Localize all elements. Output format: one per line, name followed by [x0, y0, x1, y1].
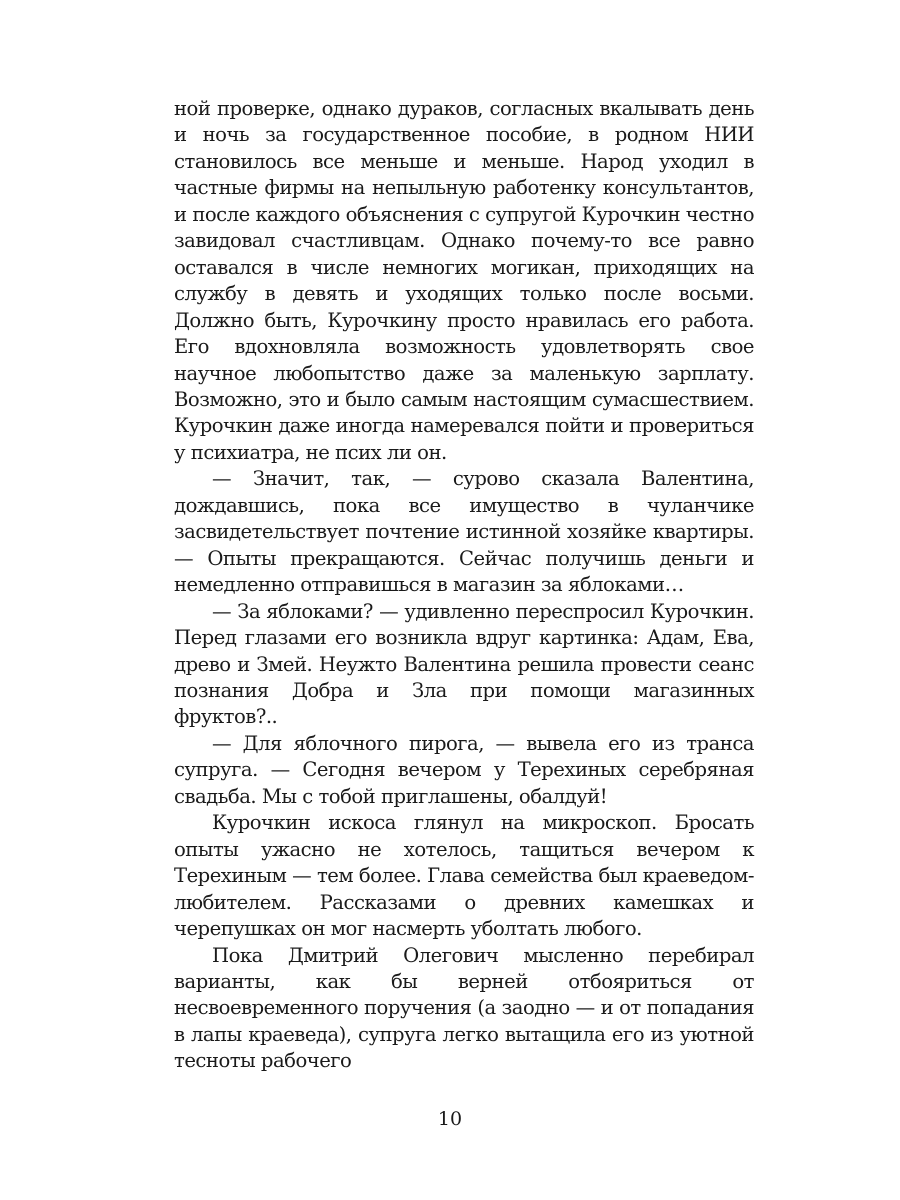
- paragraph-6: Пока Дмитрий Олегович мысленно перебирал варианты, как бы верней отбояриться от несвоевременного поручения (а заодно — и от попадания в лапы краеведа), супруга легко вытащила его из уютной тесноты рабочего: [174, 943, 754, 1073]
- paragraph-4: — Для яблочного пирога, — вывела его из транса супруга. — Сегодня вечером у Терехиных серебряная свадьба. Мы с тобой приглашены, обалдуй!: [174, 731, 754, 808]
- paragraph-3: — За яблоками? — удивленно переспросил Курочкин. Перед глазами его возникла вдруг картинка: Адам, Ева, древо и Змей. Неужто Валентина решила провести сеанс познания Добра и Зла при помощи магазинных фруктов?..: [174, 599, 754, 729]
- page-text-block: [174, 96, 754, 1075]
- paragraph-5: Курочкин искоса глянул на микроскоп. Бросать опыты ужасно не хотелось, тащиться вечером к Терехиным — тем более. Глава семейства был краеведом-любителем. Рассказами о древних камешках и черепушках он мог насмерть уболтать любого.: [174, 811, 754, 941]
- paragraph-1: ной проверке, однако дураков, согласных вкалывать день и ночь за государственное пособие, в родном НИИ становилось все меньше и меньше. Народ уходил в частные фирмы на непыльную работенку консультантов, и после каждого объяснения с супругой Курочкин честно завидовал счастливцам. Однако почему-то все равно оставался в числе немногих могикан, приходящих на службу в девять и уходящих только после восьми. Должно быть, Курочкину просто нравилась его работа. Его вдохновляла возможность удовлетворять свое научное любопытство даже за маленькую зарплату. Возможно, это и было самым настоящим сумасшествием. Курочкин даже иногда намеревался пойти и провериться у психиатра, не псих ли он.: [174, 97, 754, 464]
- paragraph-2: — Значит, так, — сурово сказала Валентина, дождавшись, пока все имущество в чуланчике засвидетельствует почтение истинной хозяйке квартиры. — Опыты прекращаются. Сейчас получишь деньги и немедленно отправишься в магазин за яблоками…: [174, 467, 754, 597]
- page-number: 10: [437, 1108, 463, 1130]
